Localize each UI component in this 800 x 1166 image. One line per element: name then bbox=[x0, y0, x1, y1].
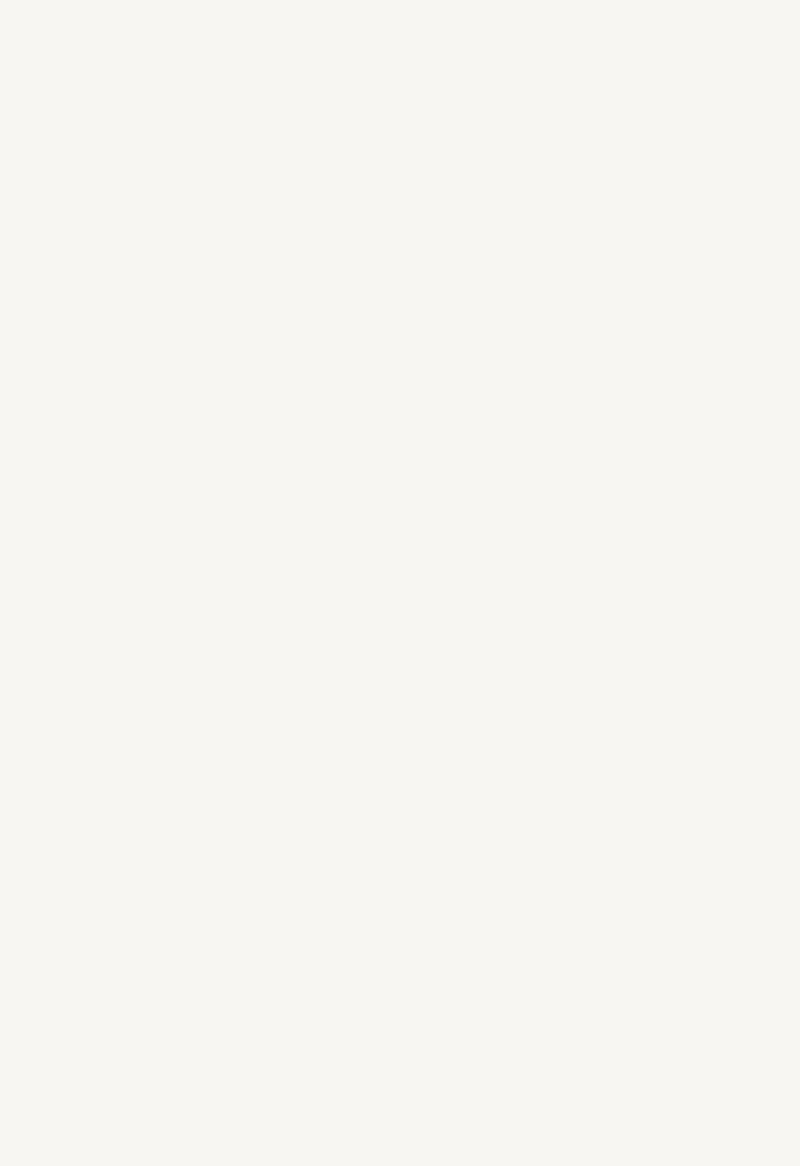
chart bbox=[88, 252, 700, 562]
